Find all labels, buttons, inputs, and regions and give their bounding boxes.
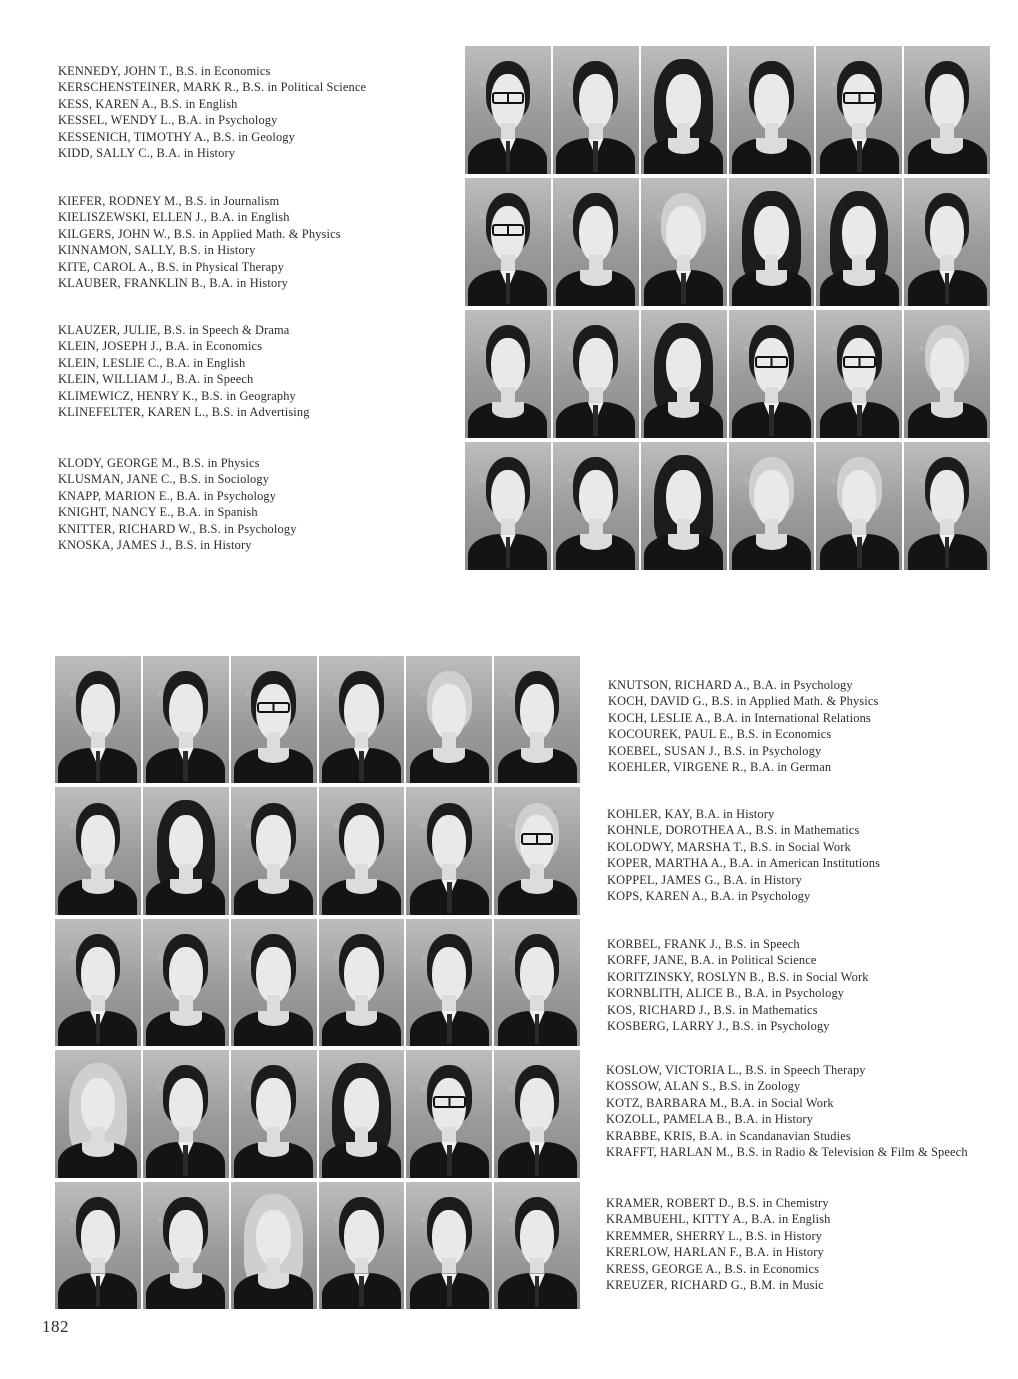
- graduate-portrait: [816, 178, 902, 306]
- graduate-entry: KLIMEWICZ, HENRY K., B.S. in Geography: [58, 388, 296, 403]
- graduate-entry: KOPER, MARTHA A., B.A. in American Institutions: [607, 856, 881, 871]
- graduate-portrait: [143, 787, 229, 914]
- graduate-entry: KNUTSON, RICHARD A., B.A. in Psychology: [608, 678, 853, 692]
- graduate-entry: KOTZ, BARBARA M., B.A. in Social Work: [606, 1095, 834, 1110]
- caption-block-1: [58, 63, 366, 161]
- graduate-entry: KORITZINSKY, ROSLYN B., B.S. in Social Work: [607, 969, 869, 984]
- graduate-entry: KOEBEL, SUSAN J., B.S. in Psychology: [608, 743, 822, 758]
- graduate-entry: KLEIN, JOSEPH J., B.A. in Economics: [58, 339, 263, 354]
- graduate-portrait: [553, 46, 639, 174]
- graduate-portrait: [319, 787, 405, 914]
- graduate-entry: KOZOLL, PAMELA B., B.A. in History: [606, 1112, 814, 1127]
- graduate-portrait: [494, 656, 580, 783]
- graduate-portrait: [406, 787, 492, 914]
- graduate-portrait: [494, 1050, 580, 1177]
- graduate-portrait: [816, 46, 902, 174]
- graduate-portrait: [494, 919, 580, 1046]
- graduate-entry: KREUZER, RICHARD G., B.M. in Music: [606, 1278, 824, 1293]
- caption-block-5: [608, 677, 878, 775]
- graduate-entry: KLODY, GEORGE M., B.S. in Physics: [58, 456, 260, 470]
- graduate-entry: KORFF, JANE, B.A. in Political Science: [607, 953, 817, 968]
- graduate-portrait: [641, 46, 727, 174]
- graduate-portrait: [465, 46, 551, 174]
- graduate-entry: KRESS, GEORGE A., B.S. in Economics: [606, 1261, 820, 1276]
- graduate-portrait: [729, 442, 815, 570]
- graduate-portrait: [641, 442, 727, 570]
- graduate-entry: KOCH, DAVID G., B.S. in Applied Math. & Physics: [608, 694, 879, 709]
- graduate-entry: KLINEFELTER, KAREN L., B.S. in Advertising: [58, 405, 310, 420]
- graduate-portrait: [494, 787, 580, 914]
- graduate-portrait: [904, 46, 990, 174]
- graduate-entry: KOSSOW, ALAN S., B.S. in Zoology: [606, 1079, 801, 1094]
- graduate-entry: KLUSMAN, JANE C., B.S. in Sociology: [58, 472, 270, 487]
- graduate-portrait: [553, 310, 639, 438]
- graduate-entry: KIDD, SALLY C., B.A. in History: [58, 146, 236, 161]
- graduate-portrait: [465, 442, 551, 570]
- graduate-portrait: [729, 46, 815, 174]
- graduate-portrait: [641, 310, 727, 438]
- caption-block-9: [606, 1195, 831, 1293]
- graduate-portrait: [231, 1050, 317, 1177]
- graduate-portrait: [231, 1182, 317, 1309]
- graduate-portrait: [319, 919, 405, 1046]
- page-number: 182: [42, 1317, 69, 1336]
- graduate-portrait: [553, 442, 639, 570]
- graduate-entry: KNIGHT, NANCY E., B.A. in Spanish: [58, 505, 258, 520]
- bottom-portrait-grid: [55, 656, 580, 1309]
- graduate-entry: KOPPEL, JAMES G., B.A. in History: [607, 872, 802, 887]
- graduate-portrait: [553, 178, 639, 306]
- graduate-portrait: [729, 310, 815, 438]
- graduate-entry: KENNEDY, JOHN T., B.S. in Economics: [58, 64, 271, 78]
- graduate-entry: KOSBERG, LARRY J., B.S. in Psychology: [607, 1019, 830, 1034]
- graduate-entry: KLAUZER, JULIE, B.S. in Speech & Drama: [58, 323, 290, 337]
- graduate-portrait: [143, 656, 229, 783]
- graduate-portrait: [319, 1050, 405, 1177]
- graduate-portrait: [55, 1182, 141, 1309]
- graduate-portrait: [816, 310, 902, 438]
- graduate-portrait: [143, 1050, 229, 1177]
- graduate-portrait: [319, 1182, 405, 1309]
- graduate-entry: KNITTER, RICHARD W., B.S. in Psychology: [58, 521, 297, 536]
- caption-block-3: [58, 322, 310, 420]
- graduate-entry: KOLODWY, MARSHA T., B.S. in Social Work: [607, 839, 851, 854]
- graduate-entry: KOCOUREK, PAUL E., B.S. in Economics: [608, 727, 832, 742]
- graduate-portrait: [465, 310, 551, 438]
- graduate-portrait: [55, 656, 141, 783]
- graduate-portrait: [231, 656, 317, 783]
- graduate-portrait: [904, 442, 990, 570]
- graduate-entry: KRAMER, ROBERT D., B.S. in Chemistry: [606, 1196, 829, 1210]
- graduate-entry: KRAMBUEHL, KITTY A., B.A. in English: [606, 1212, 831, 1227]
- graduate-portrait: [641, 178, 727, 306]
- graduate-portrait: [143, 1182, 229, 1309]
- graduate-entry: KOPS, KAREN A., B.A. in Psychology: [607, 889, 811, 904]
- graduate-entry: KESSEL, WENDY L., B.A. in Psychology: [58, 113, 278, 128]
- graduate-portrait: [729, 178, 815, 306]
- graduate-entry: KOEHLER, VIRGENE R., B.A. in German: [608, 760, 832, 775]
- graduate-entry: KORNBLITH, ALICE B., B.A. in Psychology: [607, 986, 845, 1001]
- graduate-portrait: [904, 178, 990, 306]
- graduate-portrait: [816, 442, 902, 570]
- graduate-portrait: [904, 310, 990, 438]
- graduate-entry: KOCH, LESLIE A., B.A. in International Relations: [608, 710, 871, 725]
- graduate-entry: KESS, KAREN A., B.S. in English: [58, 96, 238, 111]
- graduate-portrait: [231, 787, 317, 914]
- graduate-entry: KINNAMON, SALLY, B.S. in History: [58, 243, 256, 258]
- graduate-entry: KOHNLE, DOROTHEA A., B.S. in Mathematics: [607, 823, 860, 838]
- graduate-entry: KRAFFT, HARLAN M., B.S. in Radio & Television & Film & Speech: [606, 1145, 968, 1160]
- graduate-entry: KNAPP, MARION E., B.A. in Psychology: [58, 488, 277, 503]
- graduate-portrait: [143, 919, 229, 1046]
- graduate-entry: KIELISZEWSKI, ELLEN J., B.A. in English: [58, 210, 290, 225]
- caption-block-6: [607, 806, 880, 904]
- graduate-entry: KIEFER, RODNEY M., B.S. in Journalism: [58, 194, 280, 208]
- graduate-portrait: [231, 919, 317, 1046]
- graduate-portrait: [406, 656, 492, 783]
- graduate-portrait: [494, 1182, 580, 1309]
- caption-block-4: [58, 455, 297, 553]
- caption-block-7: [607, 936, 869, 1034]
- graduate-entry: KILGERS, JOHN W., B.S. in Applied Math. & Physics: [58, 226, 341, 241]
- graduate-portrait: [465, 178, 551, 306]
- graduate-portrait: [406, 919, 492, 1046]
- graduate-entry: KESSENICH, TIMOTHY A., B.S. in Geology: [58, 129, 296, 144]
- caption-block-2: [58, 193, 341, 291]
- graduate-entry: KOSLOW, VICTORIA L., B.S. in Speech Therapy: [606, 1063, 866, 1077]
- graduate-entry: KERSCHENSTEINER, MARK R., B.S. in Political Science: [58, 80, 367, 95]
- caption-block-8: [606, 1062, 998, 1160]
- top-portrait-grid: [465, 46, 990, 570]
- graduate-entry: KRERLOW, HARLAN F., B.A. in History: [606, 1245, 824, 1260]
- graduate-entry: KNOSKA, JAMES J., B.S. in History: [58, 538, 252, 553]
- graduate-portrait: [406, 1050, 492, 1177]
- graduate-portrait: [319, 656, 405, 783]
- graduate-entry: KITE, CAROL A., B.S. in Physical Therapy: [58, 259, 284, 274]
- graduate-entry: KLEIN, WILLIAM J., B.A. in Speech: [58, 372, 254, 387]
- graduate-entry: KLAUBER, FRANKLIN B., B.A. in History: [58, 276, 288, 291]
- graduate-entry: KOHLER, KAY, B.A. in History: [607, 807, 775, 821]
- graduate-entry: KOS, RICHARD J., B.S. in Mathematics: [607, 1002, 818, 1017]
- graduate-entry: KREMMER, SHERRY L., B.S. in History: [606, 1228, 823, 1243]
- graduate-portrait: [55, 1050, 141, 1177]
- graduate-entry: KLEIN, LESLIE C., B.A. in English: [58, 355, 246, 370]
- graduate-portrait: [55, 787, 141, 914]
- graduate-portrait: [406, 1182, 492, 1309]
- graduate-portrait: [55, 919, 141, 1046]
- graduate-entry: KRABBE, KRIS, B.A. in Scandanavian Studies: [606, 1128, 851, 1143]
- graduate-entry: KORBEL, FRANK J., B.S. in Speech: [607, 937, 800, 951]
